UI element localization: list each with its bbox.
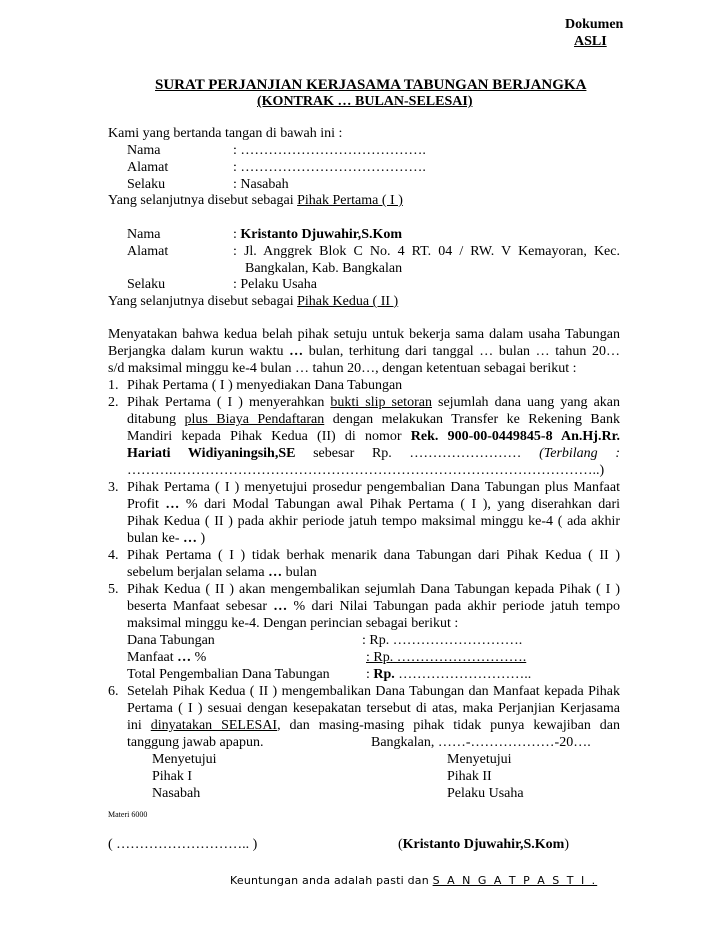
statement-line-2: Berjangka dalam kurun waktu … bulan, terhitung dari tanggal … bulan … tahun 20… bbox=[108, 344, 620, 359]
clause-6-line-2: Pertama ( I ) sesuai dengan kesepakatan tersebut di atas, maka Perjanjian Kerjasama bbox=[127, 701, 620, 716]
intro-text: Kami yang bertanda tangan di bawah ini : bbox=[108, 126, 343, 141]
party1-role-value: : Nasabah bbox=[233, 177, 289, 192]
party1-name-label: Nama bbox=[127, 143, 161, 158]
party2-designation: Yang selanjutnya disebut sebagai Pihak Kedua ( II ) bbox=[108, 294, 399, 309]
party2-name-label: Nama bbox=[127, 227, 161, 242]
clause-5-number: 5. bbox=[108, 582, 119, 597]
clause-2-line-3: Mandiri kepada Pihak Kedua (II) di nomor Rek. 900-00-0449845-8 An.Hj.Rr. bbox=[127, 429, 621, 444]
party1-name-value: : …………………………………. bbox=[233, 143, 426, 158]
clause-2-number: 2. bbox=[108, 395, 119, 410]
statement-line-3: s/d maksimal minggu ke-4 bulan … tahun 20…, dengan ketentuan sebagai berikut : bbox=[108, 361, 577, 376]
clause-2-line-5: ……….………………………………………………………………………………..) bbox=[127, 463, 605, 478]
document-title: SURAT PERJANJIAN KERJASAMA TABUNGAN BERJANGKA bbox=[155, 77, 587, 93]
breakdown-benefit-value: : Rp. ………………………. bbox=[366, 650, 527, 665]
clause-1-number: 1. bbox=[108, 378, 119, 393]
clause-5-line-1: Pihak Kedua ( II ) akan mengembalikan sejumlah Dana Tabungan kepada Pihak ( I ) bbox=[127, 582, 620, 597]
clause-6-line-1: Setelah Pihak Kedua ( II ) mengembalikan Dana Tabungan dan Manfaat kepada Pihak bbox=[127, 684, 620, 699]
left-party-label: Pihak I bbox=[152, 769, 193, 784]
clause-3-line-4: bulan ke- … ) bbox=[127, 531, 206, 546]
breakdown-savings-value: : Rp. ………………………. bbox=[362, 633, 523, 648]
clause-4-line-1: Pihak Pertama ( I ) tidak berhak menarik dana Tabungan dari Pihak Kedua ( II ) bbox=[127, 548, 620, 563]
clause-5-line-2: beserta Manfaat sebesar … % dari Nilai Tabungan pada akhir periode jatuh tempo bbox=[127, 599, 620, 614]
clause-5-line-3: maksimal minggu ke-4. Dengan perincian sebagai berikut : bbox=[127, 616, 459, 631]
document-label: Dokumen bbox=[565, 17, 624, 32]
clause-2-line-1: Pihak Pertama ( I ) menyerahkan bukti slip setoran sejumlah dana uang yang akan bbox=[127, 395, 621, 410]
clause-4-number: 4. bbox=[108, 548, 119, 563]
clause-6-number: 6. bbox=[108, 684, 119, 699]
breakdown-total-label: Total Pengembalian Dana Tabungan bbox=[127, 667, 330, 682]
right-role-label: Pelaku Usaha bbox=[447, 786, 524, 801]
breakdown-savings-label: Dana Tabungan bbox=[127, 633, 215, 648]
right-approval-label: Menyetujui bbox=[447, 752, 512, 767]
clause-3-number: 3. bbox=[108, 480, 119, 495]
party2-address-line1: : Jl. Anggrek Blok C No. 4 RT. 04 / RW. V Kemayoran, Kec. bbox=[233, 244, 620, 259]
clause-3-line-3: Pihak Kedua ( II ) pada akhir periode jatuh tempo maksimal minggu ke-4 ( ada akhir bbox=[127, 514, 620, 529]
left-signatory-name: ( ……………………….. ) bbox=[108, 837, 258, 852]
party1-address-label: Alamat bbox=[127, 160, 169, 175]
left-approval-label: Menyetujui bbox=[152, 752, 217, 767]
clause-3-line-1: Pihak Pertama ( I ) menyetujui prosedur pengembalian Dana Tabungan plus Manfaat bbox=[127, 480, 620, 495]
right-party-label: Pihak II bbox=[447, 769, 492, 784]
document-subtitle: (KONTRAK … BULAN-SELESAI) bbox=[257, 94, 473, 109]
original-label: ASLI bbox=[574, 34, 607, 49]
stamp-duty-label: Materi 6000 bbox=[108, 810, 148, 819]
party1-role-label: Selaku bbox=[127, 177, 166, 192]
party2-role-label: Selaku bbox=[127, 277, 166, 292]
clause-6-line-4: tanggung jawab apapun. bbox=[127, 735, 264, 750]
party2-address-line2: Bangkalan, Kab. Bangkalan bbox=[245, 261, 403, 276]
party1-designation: Yang selanjutnya disebut sebagai Pihak Pertama ( I ) bbox=[108, 193, 403, 208]
statement-line-1: Menyatakan bahwa kedua belah pihak setuju untuk bekerja sama dalam usaha Tabungan bbox=[108, 327, 620, 342]
breakdown-benefit-label: Manfaat … % bbox=[127, 650, 207, 665]
clause-2-line-4: Hariati Widiyaningsih,SE sebesar Rp. …………………… (Terbilang : bbox=[127, 446, 620, 461]
place-and-date: Bangkalan, ……-………………-20…. bbox=[371, 735, 591, 750]
footer-tagline: Keuntungan anda adalah pasti dan S A N G A T P A S T I . bbox=[230, 874, 598, 887]
breakdown-total-value: : Rp. ……………………….. bbox=[366, 667, 532, 682]
left-role-label: Nasabah bbox=[152, 786, 201, 801]
clause-4-line-2: sebelum berjalan selama … bulan bbox=[127, 565, 317, 580]
party2-name-value: : Kristanto Djuwahir,S.Kom bbox=[233, 227, 403, 242]
clause-2-line-2: ditabung plus Biaya Pendaftaran dengan melakukan Transfer ke Rekening Bank bbox=[127, 412, 620, 427]
party2-address-label: Alamat bbox=[127, 244, 169, 259]
clause-6-line-3: ini dinyatakan SELESAI, dan masing-masing pihak tidak punya kewajiban dan bbox=[127, 718, 621, 733]
party2-role-value: : Pelaku Usaha bbox=[233, 277, 317, 292]
clause-3-line-2: Profit … % dari Modal Tabungan awal Pihak Pertama ( I ), yang diserahkan dari bbox=[127, 497, 621, 512]
clause-1-text: Pihak Pertama ( I ) menyediakan Dana Tabungan bbox=[127, 378, 403, 393]
right-signatory-name: (Kristanto Djuwahir,S.Kom) bbox=[398, 837, 570, 852]
party1-address-value: : …………………………………. bbox=[233, 160, 426, 175]
